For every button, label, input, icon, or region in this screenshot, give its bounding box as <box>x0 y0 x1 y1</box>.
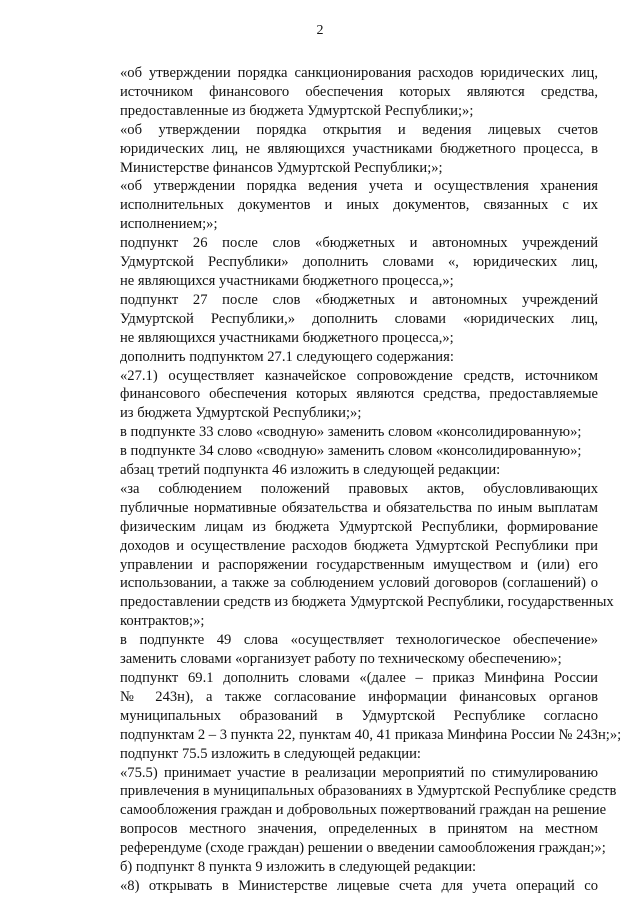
paragraph-line: использовании, а также за соблюдением условий договоров (соглашений) о <box>120 575 598 592</box>
paragraph-line: Министерстве финансов Удмуртской Республики;»; <box>120 159 443 176</box>
paragraph-line: вопросов местного значения, определенных в принятом на местном <box>120 821 598 838</box>
paragraph-line: финансового обеспечения которых являются средства, предоставляемые <box>120 386 598 403</box>
paragraph <box>78 121 598 178</box>
paragraph-line: самообложения граждан и добровольных пожертвований граждан на решение <box>120 802 607 819</box>
paragraph-line: «75.5) принимает участие в реализации мероприятий по стимулированию <box>120 764 598 781</box>
paragraph-line: референдуме (сходе граждан) решении о введении самообложения граждан;»; <box>120 840 606 857</box>
paragraph-line: источником финансового обеспечения которых являются средства, <box>120 83 598 100</box>
paragraph-line: абзац третий подпункта 46 изложить в следующей редакции: <box>120 462 501 479</box>
paragraph-line: дополнить подпунктом 27.1 следующего содержания: <box>120 348 454 365</box>
paragraph-line: предоставленные из бюджета Удмуртской Республики;»; <box>120 102 474 119</box>
paragraph <box>78 234 598 291</box>
paragraph <box>78 877 598 896</box>
paragraph-line: «об утверждении порядка ведения учета и осуществления хранения <box>120 178 598 195</box>
paragraph <box>78 764 617 859</box>
paragraph-line: подпункт 27 после слов «бюджетных и автономных учреждений <box>120 291 598 308</box>
paragraph-line: Удмуртской Республики,» дополнить словами «юридических лиц, <box>120 310 598 327</box>
paragraph <box>78 461 598 480</box>
paragraph-line: «об утверждении порядка санкционирования расходов юридических лиц, <box>120 65 598 81</box>
paragraph-line: заменить словами «организует работу по техническому обеспечению»; <box>120 651 562 668</box>
paragraph-line: физическим лицам из бюджета Удмуртской Республики, формирование <box>120 518 598 535</box>
paragraph-line: исполнительных документов и иных документов, связанных с их <box>120 197 598 214</box>
paragraph-line: подпунктам 2 – 3 пункта 22, пунктам 40, 41 приказа Минфина России № 243н;»; <box>120 726 622 743</box>
paragraph-line: «об утверждении порядка открытия и ведения лицевых счетов <box>120 121 598 138</box>
paragraph-line: «за соблюдением положений правовых актов, обусловливающих <box>120 480 598 497</box>
page-number: 2 <box>316 23 324 38</box>
paragraph-line: юридических лиц, не являющихся участниками бюджетного процесса, в <box>120 140 598 157</box>
paragraph-line: в подпункте 33 слово «сводную» заменить словом «консолидированную»; <box>120 424 582 441</box>
paragraph <box>78 177 598 234</box>
paragraph-line: не являющихся участниками бюджетного процесса,»; <box>120 272 454 289</box>
paragraph-line: в подпункте 49 слова «осуществляет технологическое обеспечение» <box>120 632 598 649</box>
paragraph <box>78 442 598 461</box>
paragraph-line: б) подпункт 8 пункта 9 изложить в следующей редакции: <box>120 859 477 876</box>
document-body <box>78 64 622 896</box>
paragraph-line: «27.1) осуществляет казначейское сопровождение средств, источником <box>120 367 598 384</box>
paragraph-line: подпункт 26 после слов «бюджетных и автономных учреждений <box>120 235 598 252</box>
paragraph-line: в подпункте 34 слово «сводную» заменить словом «консолидированную»; <box>120 443 582 460</box>
paragraph-line: подпункт 69.1 дополнить словами «(далее – приказ Минфина России <box>120 670 598 686</box>
paragraph-line: № 243н), а также согласование информации финансовых органов <box>120 688 598 705</box>
paragraph-line: исполнением;»; <box>120 216 218 233</box>
paragraph <box>78 480 614 631</box>
paragraph-line: доходов и осуществление расходов бюджета Удмуртской Республики при <box>120 537 598 554</box>
paragraph-line: привлечения в муниципальных образованиях в Удмуртской Республике средств <box>120 783 617 800</box>
paragraph-line: контрактов;»; <box>120 613 205 630</box>
paragraph-line: «8) открывать в Министерстве лицевые счета для учета операций со <box>120 877 598 894</box>
paragraph <box>78 64 598 121</box>
paragraph-line: подпункт 75.5 изложить в следующей редакции: <box>120 745 421 762</box>
paragraph-line: Удмуртской Республики» дополнить словами «, юридических лиц, <box>120 254 598 271</box>
paragraph <box>78 669 622 745</box>
paragraph <box>78 423 598 442</box>
paragraph <box>78 367 598 424</box>
paragraph-line: предоставлении средств из бюджета Удмуртской Республики, государственных <box>120 594 614 611</box>
paragraph <box>78 858 598 877</box>
paragraph <box>78 631 598 669</box>
paragraph <box>78 745 598 764</box>
paragraph-line: управлении и распоряжении государственным имуществом и (или) его <box>120 556 598 573</box>
paragraph-line: публичные нормативные обязательства и обязательства по иным выплатам <box>120 499 598 516</box>
paragraph-line: не являющихся участниками бюджетного процесса,»; <box>120 329 454 346</box>
paragraph <box>78 291 598 348</box>
paragraph <box>78 348 598 367</box>
paragraph-line: из бюджета Удмуртской Республики;»; <box>120 405 362 422</box>
paragraph-line: муниципальных образований в Удмуртской Республике согласно <box>120 707 598 724</box>
